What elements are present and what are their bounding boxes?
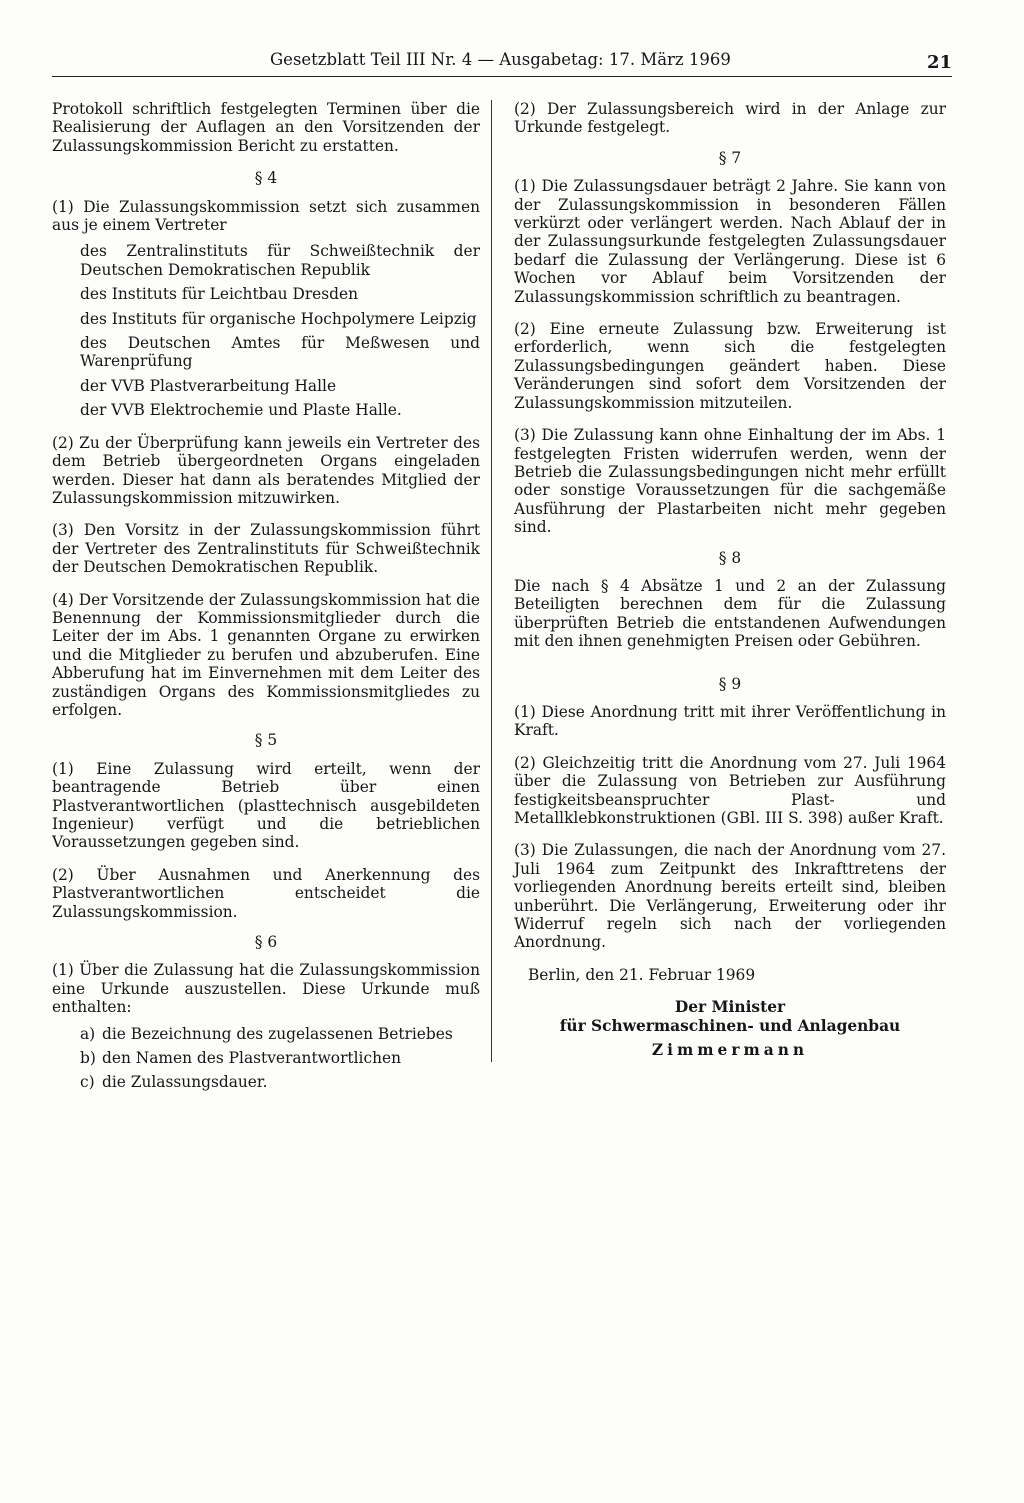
list-marker: c) — [80, 1073, 95, 1092]
section-4-paragraph-3: (3) Den Vorsitz in der Zulassungskommission führt der Vertreter des Zentralinstituts für Schweißtechnik der Deutschen Demokratischen Republik. — [52, 521, 480, 577]
header-rule — [52, 76, 952, 77]
continuation-paragraph: Protokoll schriftlich festgelegten Terminen über die Realisierung der Auflagen an den Vorsitzenden der Zulassungskommission Bericht zu erstatten. — [52, 100, 480, 155]
signature-title: Der Minister — [674, 998, 786, 1017]
section-6-paragraph-1: (1) Über die Zulassung hat die Zulassungskommission eine Urkunde auszustellen. Diese Urkunde muß enthalten: — [52, 961, 480, 1017]
section-9-paragraph-3: (3) Die Zulassungen, die nach der Anordnung vom 27. Juli 1964 zum Zeitpunkt des Inkrafttretens der vorliegenden Anordnung bereits erteilt sind, bleiben unberührt. Die Verlängerung, Erweiterung oder ihr Widerruf regeln sich nach der vorliegenden Anordnung. — [514, 841, 946, 952]
gazette-title: Gesetzblatt Teil III Nr. 4 — Ausgabetag: 17. März 1969 — [270, 50, 731, 69]
section-7-heading: § 7 — [718, 148, 742, 167]
list-item-text: den Namen des Plastverantwortlichen — [102, 1049, 402, 1068]
section-7-paragraph-3: (3) Die Zulassung kann ohne Einhaltung der im Abs. 1 festgelegten Fristen widerrufen werden, wenn der Betrieb die Zulassungsbedingungen nicht mehr erfüllt oder sonstige Voraussetzungen für die sachgemäße Ausführung der Plastarbeiten nicht mehr gegeben sind. — [514, 426, 946, 537]
list-item — [80, 1049, 480, 1067]
member-item: der VVB Plastverarbeitung Halle — [80, 376, 337, 395]
column-divider — [491, 100, 492, 1062]
section-6-heading: § 6 — [254, 933, 278, 952]
left-column — [52, 100, 480, 1098]
list-item — [80, 1073, 480, 1091]
section-4-heading: § 4 — [254, 169, 278, 188]
signature-ministry: für Schwermaschinen- und Anlagenbau — [559, 1016, 901, 1035]
signatory-name: Zimmermann — [651, 1041, 809, 1060]
page-header — [52, 50, 952, 76]
section-4-paragraph-4: (4) Der Vorsitzende der Zulassungskommission hat die Benennung der Kommissionsmitglieder durch die Leiter der im Abs. 1 genannten Organe zu erwirken und die Mitglieder zu berufen und abzuberufen. Eine Abberufung hat im Einvernehmen mit dem Leiter des zuständigen Organs des Kommissionsmitgliedes zu erfolgen. — [52, 590, 480, 719]
list-marker: a) — [80, 1024, 96, 1043]
section-8-heading: § 8 — [718, 548, 742, 567]
section-7-paragraph-2: (2) Eine erneute Zulassung bzw. Erweiterung ist erforderlich, wenn sich die festgelegten Zulassungsbedingungen geändert haben. Diese Veränderungen sind sofort dem Vorsitzenden der Zulassungskommission mitzuteilen. — [514, 320, 946, 412]
section-5-heading: § 5 — [254, 731, 278, 750]
member-item: der VVB Elektrochemie und Plaste Halle. — [80, 401, 402, 420]
section-5-paragraph-2: (2) Über Ausnahmen und Anerkennung des Plastverantwortlichen entscheidet die Zulassungskommission. — [52, 865, 480, 921]
member-item: des Deutschen Amtes für Meßwesen und Warenprüfung — [80, 334, 480, 371]
list-item-text: die Bezeichnung des zugelassenen Betriebes — [102, 1024, 453, 1043]
list-marker: b) — [80, 1049, 96, 1068]
member-item: des Instituts für Leichtbau Dresden — [80, 285, 359, 304]
section-5-paragraph-1: (1) Eine Zulassung wird erteilt, wenn der beantragende Betrieb über einen Plastverantwortlichen (plasttechnisch ausgebildeten Ingenieur) verfügt und die betrieblichen Voraussetzungen gegeben sind. — [52, 759, 480, 852]
section-6-paragraph-2: (2) Der Zulassungsbereich wird in der Anlage zur Urkunde festgelegt. — [514, 100, 946, 137]
section-9-heading: § 9 — [718, 674, 742, 693]
list-item — [80, 1025, 480, 1043]
section-9-paragraph-1: (1) Diese Anordnung tritt mit ihrer Veröffentlichung in Kraft. — [514, 702, 946, 740]
place-date: Berlin, den 21. Februar 1969 — [528, 965, 756, 984]
section-7-paragraph-1: (1) Die Zulassungsdauer beträgt 2 Jahre. Sie kann von der Zulassungskommission in besonderen Fällen verkürzt oder verlängert werden. Nach Ablauf der in der Zulassungsurkunde festgelegten Zulassungsdauer bedarf die Zulassung der Verlängerung. Diese ist 6 Wochen vor Ablauf beim Vorsitzenden der Zulassungskommission schriftlich zu beantragen. — [514, 177, 946, 306]
section-4-paragraph-2: (2) Zu der Überprüfung kann jeweils ein Vertreter des dem Betrieb übergeordneten Organs eingeladen werden. Dieser hat dann als beratendes Mitglied der Zulassungskommission mitzuwirken. — [52, 433, 480, 507]
section-8-paragraph-1: Die nach § 4 Absätze 1 und 2 an der Zulassung Beteiligten berechnen dem für die Zulassung überprüften Betrieb die entstandenen Aufwendungen mit den ihnen genehmigten Preisen oder Gebühren. — [514, 576, 946, 651]
list-item-text: die Zulassungsdauer. — [102, 1073, 268, 1092]
section-9-paragraph-2: (2) Gleichzeitig tritt die Anordnung vom 27. Juli 1964 über die Zulassung von Betrieben zur Ausführung festigkeitsbeanspruchter Plast- und Metallklebkonstruktionen (GBl. III S. 398) außer Kraft. — [514, 753, 946, 827]
right-column — [514, 100, 946, 1059]
member-item: des Instituts für organische Hochpolymere Leipzig — [80, 309, 477, 328]
page-number: 21 — [926, 52, 952, 73]
section-4-paragraph-1: (1) Die Zulassungskommission setzt sich zusammen aus je einem Vertreter — [52, 197, 480, 235]
member-item: des Zentralinstituts für Schweißtechnik der Deutschen Demokratischen Republik — [80, 242, 480, 279]
